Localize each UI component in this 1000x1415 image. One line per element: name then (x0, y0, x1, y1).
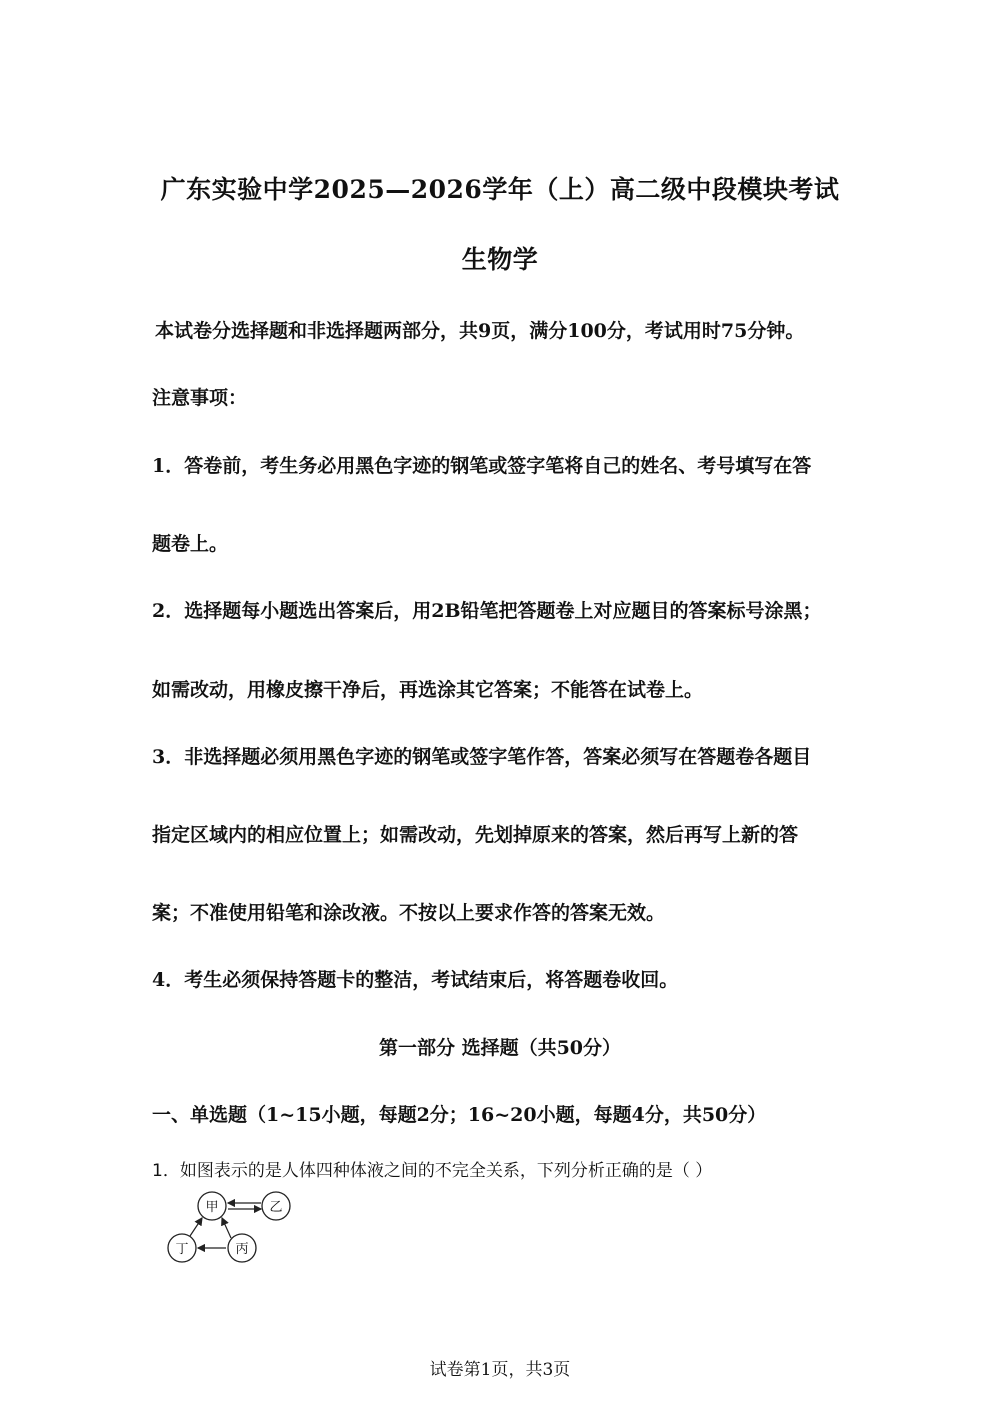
notice-line: 案；不准使用铅笔和涂改液。不按以上要求作答的答案无效。 (152, 902, 666, 924)
notice-line: 4．考生必须保持答题卡的整洁，考试结束后，将答题卷收回。 (152, 969, 679, 991)
question-1-text: 1．如图表示的是人体四种体液之间的不完全关系，下列分析正确的是（ ） (152, 1161, 713, 1181)
exam-intro: 本试卷分选择题和非选择题两部分，共9页，满分100分，考试用时75分钟。 (155, 320, 805, 342)
notice-line: 3．非选择题必须用黑色字迹的钢笔或签字笔作答，答案必须写在答题卷各题目 (152, 746, 812, 768)
notice-line: 如需改动，用橡皮擦干净后，再选涂其它答案；不能答在试卷上。 (152, 679, 704, 701)
node-yi-label: 乙 (269, 1200, 283, 1215)
node-jia-label: 甲 (205, 1200, 219, 1215)
body-fluid-diagram (160, 1186, 300, 1268)
exam-title: 广东实验中学2025—2026学年（上）高二级中段模块考试 (160, 175, 840, 204)
notice-line: 2．选择题每小题选出答案后，用2B铅笔把答题卷上对应题目的答案标号涂黑； (152, 600, 822, 622)
node-ding-label: 丁 (175, 1242, 189, 1257)
node-bing-label: 丙 (235, 1242, 249, 1257)
subject-title: 生物学 (461, 245, 539, 274)
notice-line: 1．答卷前，考生务必用黑色字迹的钢笔或签字笔将自己的姓名、考号填写在答 (152, 455, 812, 477)
section-heading: 一、单选题（1~15小题，每题2分；16~20小题，每题4分，共50分） (152, 1104, 767, 1126)
notice-line: 题卷上。 (152, 533, 229, 555)
page-footer: 试卷第1页，共3页 (429, 1360, 571, 1380)
part-heading: 第一部分 选择题（共50分） (378, 1037, 622, 1059)
notice-heading: 注意事项： (152, 387, 248, 409)
notice-line: 指定区域内的相应位置上；如需改动，先划掉原来的答案，然后再写上新的答 (152, 824, 799, 846)
arrow-bing-to-jia (222, 1218, 231, 1238)
arrow-ding-to-jia (190, 1218, 202, 1236)
